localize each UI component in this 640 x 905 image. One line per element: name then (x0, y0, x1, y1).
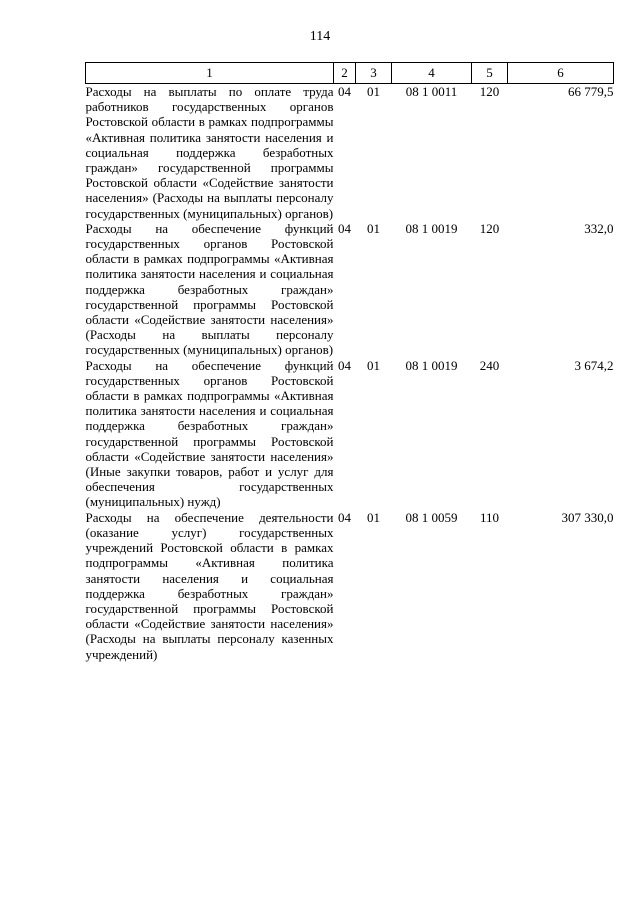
expense-description: Расходы на обеспечение деятельности (оказание услуг) государственных учреждений Ростовской области в рамках подпрограммы «Активная политика занятости населения и социальная поддержка безработных граждан» государственной программы Ростовской области «Содействие занятости населения» (Расходы на выплаты персоналу казенных учреждений) (85, 509, 334, 662)
target-article-code: 08 1 0059 (405, 509, 458, 525)
column-header-3: 3 (356, 63, 392, 84)
amount: 307 330,0 (561, 509, 614, 525)
table-header-row (86, 63, 614, 84)
expense-description: Расходы на обеспечение функций государственных органов Ростовской области в рамках подпрограммы «Активная политика занятости населения и социальная поддержка безработных граждан» государственной программы Ростовской области «Содействие занятости населения» (Расходы на выплаты персоналу государственных (муниципальных) органов) (85, 220, 334, 358)
column-header-6: 6 (508, 63, 614, 84)
expense-description: Расходы на обеспечение функций государственных органов Ростовской области в рамках подпрограммы «Активная политика занятости населения и социальная поддержка безработных граждан» государственной программы Ростовской области «Содействие занятости населения» (Иные закупки товаров, работ и услуг для обеспечения государственных (муниципальных) нужд) (85, 357, 334, 510)
target-article-code: 08 1 0019 (405, 357, 458, 373)
column-header-1: 1 (86, 63, 334, 84)
expense-description: Расходы на выплаты по оплате труда работников государственных органов Ростовской области в рамках подпрограммы «Активная политика занятости населения и социальная поддержка безработных граждан» государственной программы Ростовской области «Содействие занятости населения» (Расходы на выплаты персоналу государственных (муниципальных) органов) (85, 84, 334, 221)
subsection-code: 01 (367, 84, 380, 99)
subsection-code: 01 (367, 509, 380, 525)
amount: 332,0 (584, 220, 614, 236)
column-header-4: 4 (392, 63, 472, 84)
table-row (86, 221, 614, 358)
expense-type-code: 110 (479, 509, 500, 525)
table-row (86, 84, 614, 221)
subsection-code: 01 (367, 220, 380, 236)
expense-type-code: 120 (479, 84, 500, 99)
budget-table (85, 62, 614, 662)
table-row (86, 358, 614, 510)
section-code: 04 (338, 357, 351, 373)
section-code: 04 (338, 509, 351, 525)
section-code: 04 (338, 84, 351, 99)
column-header-2: 2 (334, 63, 356, 84)
amount: 66 779,5 (568, 84, 614, 99)
expense-type-code: 120 (479, 220, 500, 236)
column-header-5: 5 (472, 63, 508, 84)
amount: 3 674,2 (574, 357, 614, 373)
subsection-code: 01 (367, 357, 380, 373)
table-row (86, 510, 614, 662)
expense-type-code: 240 (479, 357, 500, 373)
target-article-code: 08 1 0019 (405, 220, 458, 236)
target-article-code: 08 1 0011 (405, 84, 458, 99)
page-number: 114 (309, 29, 331, 44)
section-code: 04 (338, 220, 351, 236)
